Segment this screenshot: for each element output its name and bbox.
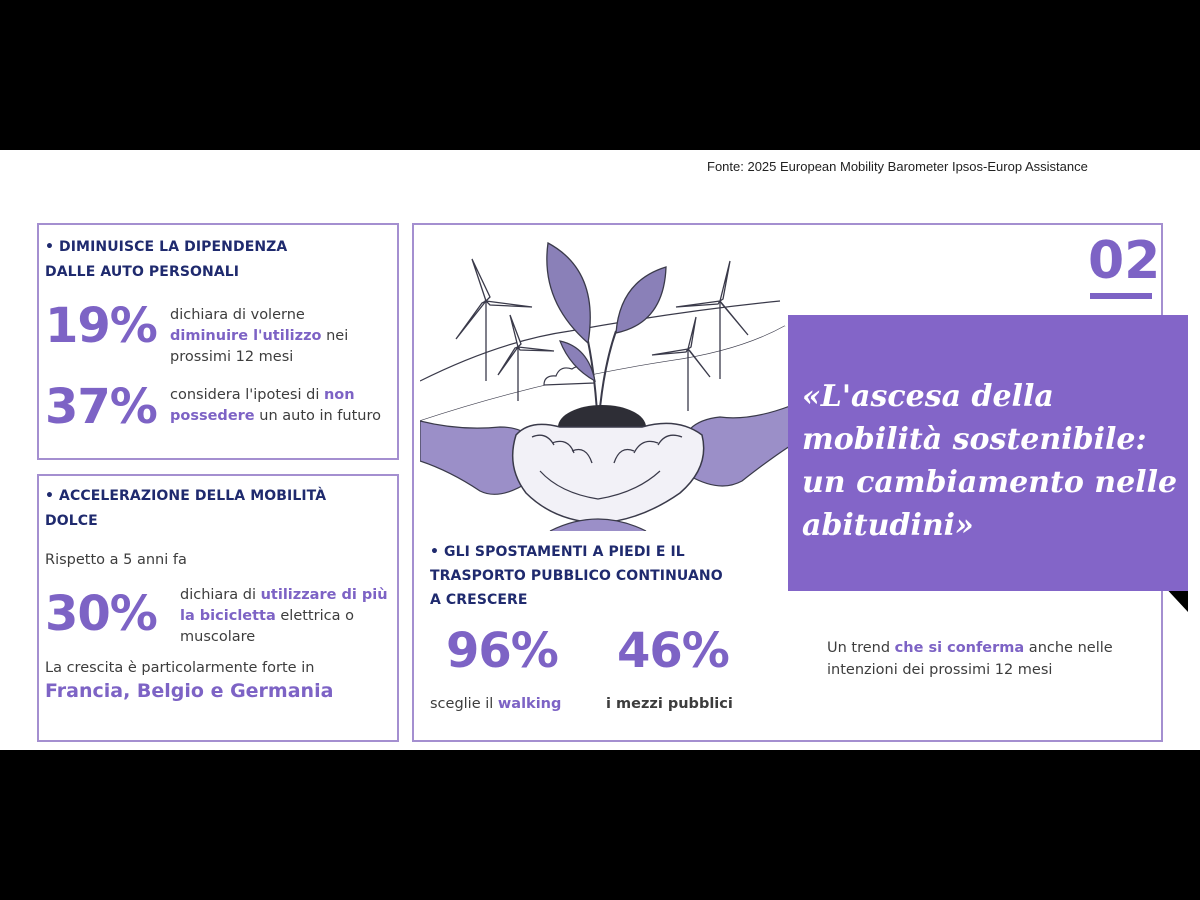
countries-highlight: Francia, Belgio e Germania — [45, 680, 334, 702]
card-heading — [430, 540, 723, 612]
desc-text: dichiara di — [180, 587, 261, 603]
letterbox-bottom — [0, 750, 1200, 900]
heading-line: • DIMINUISCE LA DIPENDENZA — [45, 239, 288, 255]
highlight-text: possedere — [170, 408, 255, 424]
desc-text: un auto in futuro — [254, 408, 381, 424]
infographic-canvas — [0, 150, 1200, 750]
highlight-text: utilizzare di più — [260, 587, 388, 603]
desc-line — [170, 385, 381, 406]
trend-line: intenzioni dei prossimi 12 mesi — [827, 662, 1053, 678]
quote-line: mobilità sostenibile: — [802, 422, 1147, 457]
heading-line: A CRESCERE — [430, 592, 528, 608]
stat-value: 30% — [45, 586, 157, 642]
stat-description — [180, 585, 388, 648]
highlight-text: non — [323, 387, 355, 403]
desc-line: prossimi 12 mesi — [170, 349, 294, 365]
growth-text: La crescita è particolarmente forte in — [45, 660, 315, 676]
stat-caption-walking — [430, 696, 561, 712]
highlight-text: diminuire l'utilizzo — [170, 328, 322, 344]
desc-line — [170, 406, 381, 427]
hands-holding-sprout-illustration — [420, 231, 790, 531]
heading-line: DOLCE — [45, 513, 98, 529]
quote-line: un cambiamento nelle — [802, 465, 1178, 500]
section-number: 02 — [1088, 231, 1161, 291]
section-number-underline — [1090, 293, 1152, 299]
quote-title — [802, 375, 1182, 547]
desc-line: muscolare — [180, 629, 256, 645]
highlight-text: che si conferma — [894, 640, 1025, 656]
desc-text: elettrica o — [275, 608, 354, 624]
heading-line: • ACCELERAZIONE DELLA MOBILITÀ — [45, 488, 327, 504]
stat-value: 19% — [45, 298, 157, 354]
stat-description — [170, 385, 381, 427]
intro-text: Rispetto a 5 anni fa — [45, 552, 187, 568]
quote-box — [788, 315, 1188, 591]
wind-turbine-icon — [456, 259, 532, 381]
stat-value-public-transport: 46% — [617, 623, 729, 679]
highlight-text: walking — [497, 696, 562, 712]
stat-value-walking: 96% — [446, 623, 558, 679]
desc-text: nei — [321, 328, 349, 344]
caption-text: sceglie il — [430, 696, 498, 712]
heading-line: TRASPORTO PUBBLICO CONTINUANO — [430, 568, 723, 584]
stat-value: 37% — [45, 379, 157, 435]
quote-line: «L'ascesa della — [802, 379, 1054, 414]
source-note: Fonte: 2025 European Mobility Barometer Ipsos-Europ Assistance — [707, 159, 1088, 174]
card-car-dependency — [37, 223, 399, 460]
card-soft-mobility — [37, 474, 399, 742]
trend-text-part: Un trend — [827, 640, 895, 656]
card-heading — [45, 235, 287, 285]
letterbox-top — [0, 0, 1200, 150]
highlight-text: la bicicletta — [180, 608, 276, 624]
heading-line: DALLE AUTO PERSONALI — [45, 264, 240, 280]
trend-line — [827, 637, 1127, 659]
trend-text — [827, 637, 1127, 681]
card-heading — [45, 484, 326, 534]
quote-line: abitudini» — [802, 508, 974, 543]
desc-text: considera l'ipotesi di — [170, 387, 324, 403]
desc-line — [180, 606, 388, 627]
heading-line: • GLI SPOSTAMENTI A PIEDI E IL — [430, 544, 685, 560]
stat-description — [170, 305, 348, 368]
desc-line — [180, 585, 388, 606]
desc-line — [170, 326, 348, 347]
trend-text-part: anche nelle — [1024, 640, 1113, 656]
stat-caption-public-transport: i mezzi pubblici — [606, 696, 733, 712]
desc-line: dichiara di volerne — [170, 307, 305, 323]
